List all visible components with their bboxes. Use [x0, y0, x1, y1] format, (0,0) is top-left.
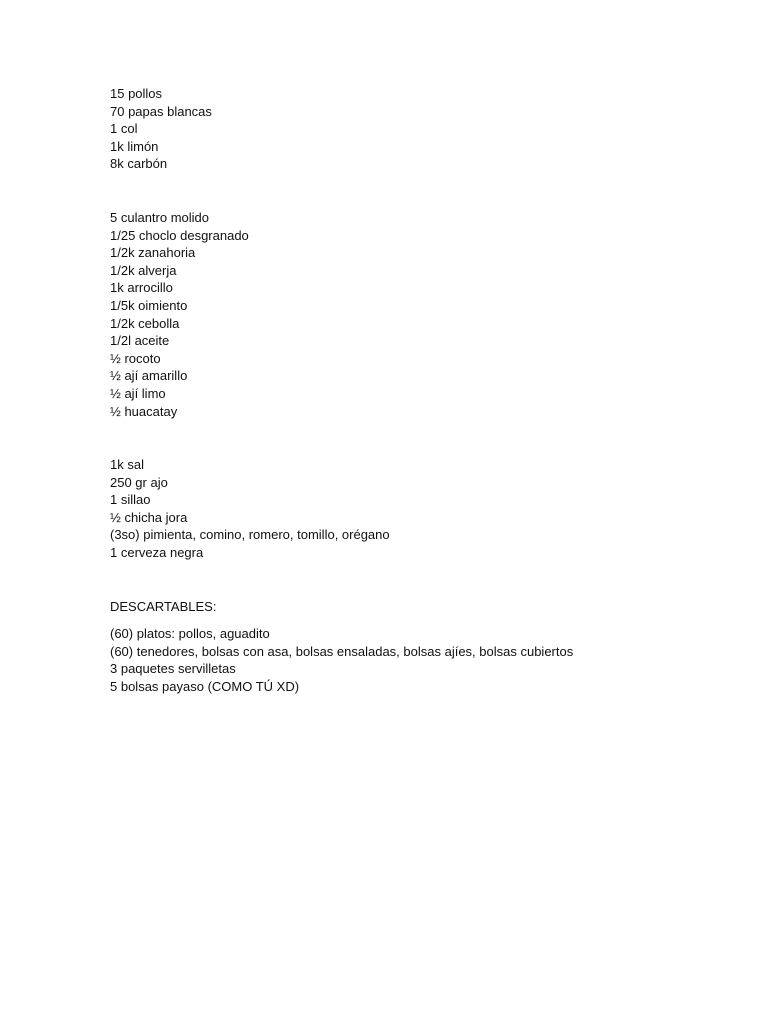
list-item: 1/5k oimiento	[110, 297, 188, 313]
spacer	[110, 173, 730, 209]
list-item: 1 cerveza negra	[110, 545, 204, 561]
section-heading-descartables: DESCARTABLES:	[110, 598, 217, 614]
list-item: ½ huacatay	[110, 403, 178, 419]
list-item: 1k limón	[110, 138, 159, 154]
spacer	[110, 420, 730, 456]
section-disposables	[110, 625, 730, 695]
spacer	[110, 615, 730, 625]
list-item: 5 bolsas payaso (COMO TÚ XD)	[110, 679, 300, 695]
list-item: ½ rocoto	[110, 350, 161, 366]
list-item: 250 gr ajo	[110, 474, 168, 490]
list-item: (60) tenedores, bolsas con asa, bolsas ensaladas, bolsas ajíes, bolsas cubiertos	[110, 643, 574, 659]
list-item: 1/2k alverja	[110, 262, 177, 278]
list-item: 1/25 choclo desgranado	[110, 227, 249, 243]
list-item: 1/2k cebolla	[110, 315, 180, 331]
document-body	[110, 85, 730, 696]
list-item: 70 papas blancas	[110, 103, 212, 119]
section-ingredients	[110, 209, 730, 420]
list-item: 1 sillao	[110, 492, 151, 508]
list-item: 1k sal	[110, 457, 144, 473]
list-item: 3 paquetes servilletas	[110, 661, 236, 677]
list-item: 1 col	[110, 121, 138, 137]
list-item: 15 pollos	[110, 86, 163, 101]
list-item: 8k carbón	[110, 156, 168, 172]
list-item: ½ ají amarillo	[110, 368, 188, 384]
list-item: (60) platos: pollos, aguadito	[110, 626, 270, 642]
list-item: ½ ají limo	[110, 385, 166, 401]
list-item: (3so) pimienta, comino, romero, tomillo, orégano	[110, 527, 390, 543]
list-item: 1/2k zanahoria	[110, 245, 196, 261]
section-main-items	[110, 85, 730, 173]
section-seasonings	[110, 456, 730, 562]
list-item: ½ chicha jora	[110, 509, 188, 525]
list-item: 1/2l aceite	[110, 333, 170, 349]
list-item: 5 culantro molido	[110, 209, 209, 225]
list-item: 1k arrocillo	[110, 280, 173, 296]
spacer	[110, 562, 730, 598]
